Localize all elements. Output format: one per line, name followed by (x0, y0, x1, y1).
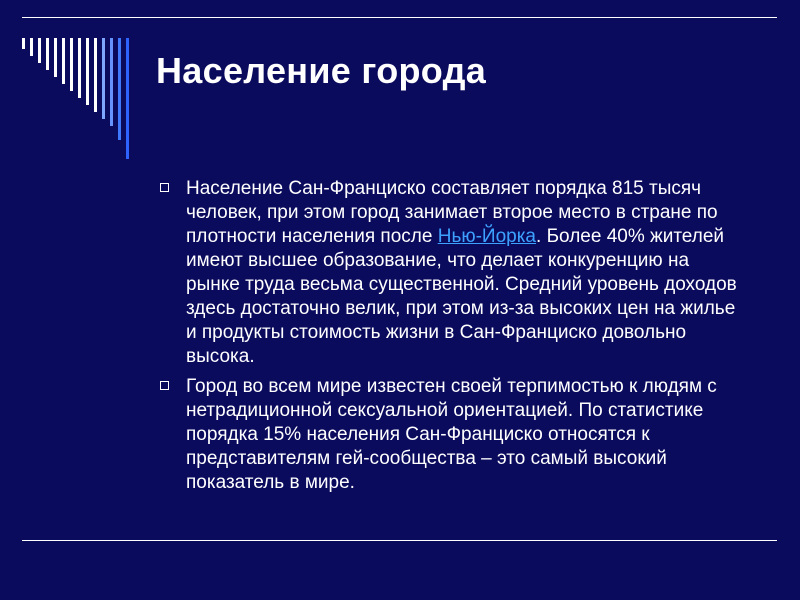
decorative-bar (54, 38, 57, 77)
decorative-bar (102, 38, 105, 119)
square-bullet-icon (160, 183, 169, 192)
bullet-text-before-link: Население Сан-Франциско составляет порядка 815 тысяч человек, при этом город занимает второе место в стране по плотности населения после (186, 178, 718, 247)
decorative-bar (30, 38, 33, 56)
decorative-bar (94, 38, 97, 112)
bullet-list (158, 177, 748, 501)
decorative-bar (22, 38, 25, 49)
slide-title: Население города (156, 50, 487, 91)
decorative-bar (38, 38, 41, 63)
bottom-divider-line (22, 540, 777, 541)
decorative-bar (110, 38, 113, 126)
bullet-text: Город во всем мире известен своей терпимостью к людям с нетрадиционной сексуальной ориентацией. По статистике порядка 15% населения Сан-Франциско относятся к представителям гей-сообщества – это самый высокий показатель в мире. (186, 376, 717, 493)
decorative-bar (62, 38, 65, 84)
decorative-bar (126, 38, 129, 159)
square-bullet-icon (160, 381, 169, 390)
decorative-bar (86, 38, 89, 105)
bullet-item-tolerance (158, 375, 748, 495)
decorative-bar (70, 38, 73, 91)
decorative-bar (46, 38, 49, 70)
decorative-bar (118, 38, 121, 140)
top-divider-line (22, 17, 777, 18)
bullet-item-population (158, 177, 748, 369)
decorative-bar (78, 38, 81, 98)
new-york-link[interactable]: Нью-Йорка (437, 226, 537, 247)
bullet-text-after-link: . Более 40% жителей имеют высшее образование, что делает конкуренцию на рынке труда весьма существенной. Средний уровень доходов здесь достаточно велик, при этом из-за высоких цен на жилье и продукты стоимость жизни в Сан-Франциско довольно высока. (186, 226, 737, 367)
